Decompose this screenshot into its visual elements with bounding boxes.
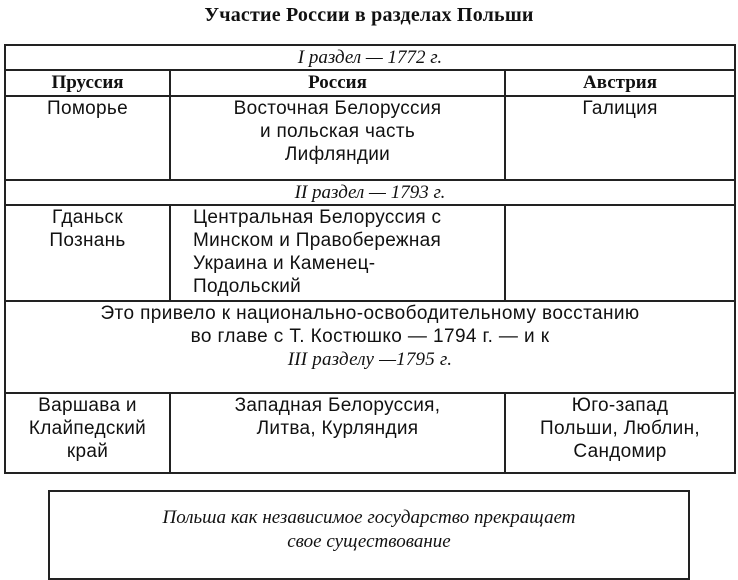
partition-1-austria: Галиция — [505, 96, 735, 180]
partition-2-prussia: Гданьск Познань — [5, 205, 170, 301]
partition-2-austria — [505, 205, 735, 301]
partition-1-russia: Восточная Белоруссия и польская часть Лифляндии — [170, 96, 505, 180]
partition-3-label: III разделу —1795 г. — [287, 349, 453, 370]
partition-3-row — [5, 393, 735, 473]
partition-1-row — [5, 96, 735, 180]
uprising-note-text: Это привело к национально-освободительному восстанию во главе с Т. Костюшко — 1794 г. — и к — [100, 303, 640, 347]
uprising-note-row — [5, 301, 735, 393]
partition-2-row — [5, 205, 735, 301]
partition-3-russia: Западная Белоруссия, Литва, Курляндия — [170, 393, 505, 473]
conclusion-box: Польша как независимое государство прекращает свое существование — [48, 490, 690, 580]
uprising-note — [5, 301, 735, 393]
partition-1-label: I раздел — 1772 г. — [5, 45, 735, 70]
partition-2-header-row — [5, 180, 735, 205]
partition-2-russia: Центральная Белоруссия с Минском и Правобережная Украина и Каменец- Подольский — [170, 205, 505, 301]
partitions-table — [4, 44, 736, 474]
column-header-prussia: Пруссия — [5, 70, 170, 96]
partition-3-austria: Юго-запад Польши, Люблин, Сандомир — [505, 393, 735, 473]
column-header-austria: Австрия — [505, 70, 735, 96]
partition-1-header-row — [5, 45, 735, 70]
partition-1-prussia: Поморье — [5, 96, 170, 180]
partition-3-prussia: Варшава и Клайпедский край — [5, 393, 170, 473]
document-title: Участие России в разделах Польши — [204, 4, 534, 26]
column-header-row — [5, 70, 735, 96]
column-header-russia: Россия — [170, 70, 505, 96]
partition-2-label: II раздел — 1793 г. — [5, 180, 735, 205]
